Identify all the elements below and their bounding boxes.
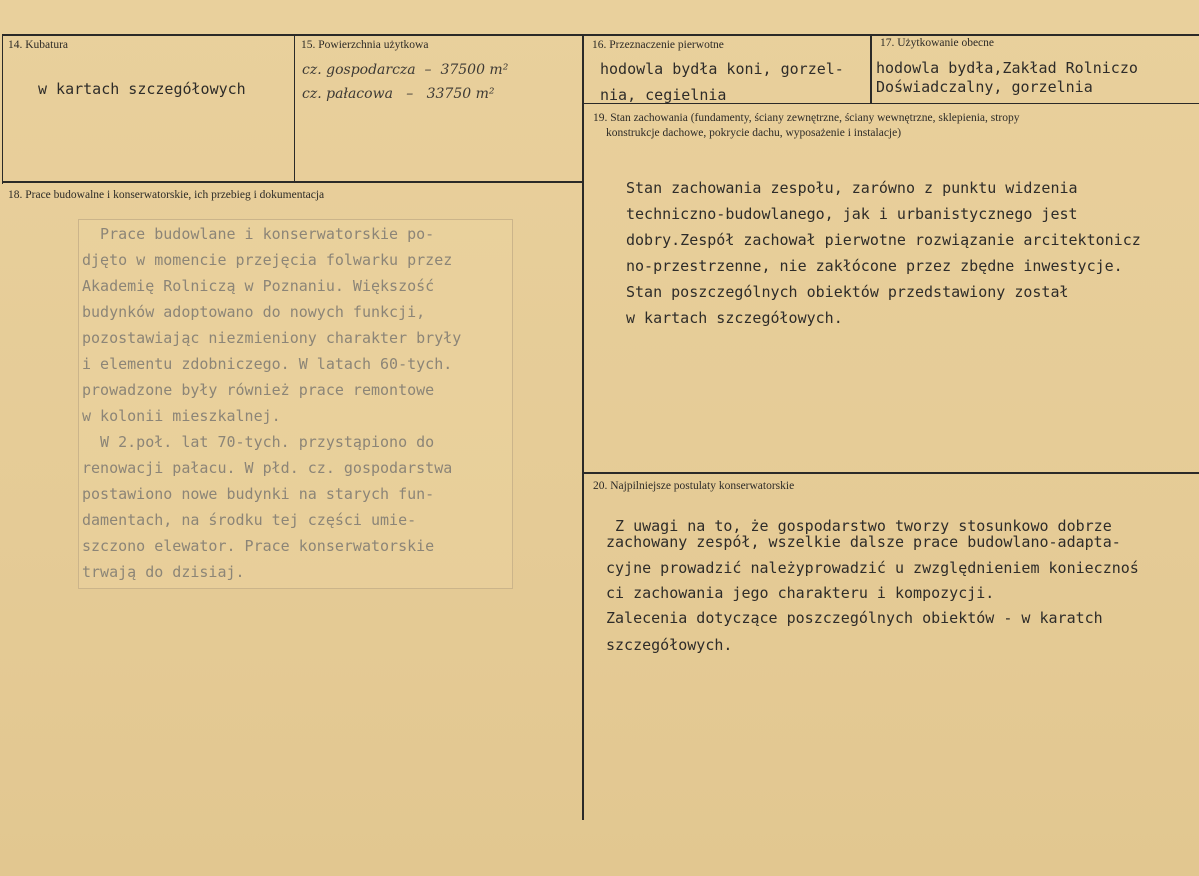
field-17-line-1: hodowla bydła,Zakład Rolniczo: [876, 59, 1138, 77]
field-17-header: 17. Użytkowanie obecne: [880, 37, 995, 49]
field-18-line-13: szczono elewator. Prace konserwatorskie: [82, 537, 435, 555]
field-18-line-3: Akademię Rolniczą w Poznaniu. Większość: [82, 277, 435, 295]
field-20-line-2: zachowany zespół, wszelkie dalsze prace budowlano-adapta-: [606, 533, 1121, 551]
field-16-line-1: hodowla bydła koni, gorzel-: [600, 60, 844, 78]
field-20-line-1: Z uwagi na to, że gospodarstwo tworzy stosunkowo dobrze: [606, 517, 1112, 535]
field-18-line-14: trwają do dzisiaj.: [82, 563, 245, 581]
field-19-header-line-1: 19. Stan zachowania (fundamenty, ściany zewnętrzne, ściany wewnętrzne, sklepienia, stropy: [593, 112, 1020, 124]
field-15-header: 15. Powierzchnia użytkowa: [301, 39, 429, 51]
field-15-line-2: cz. pałacowa – 33750 m²: [302, 86, 495, 102]
field-18-line-4: budynków adoptowano do nowych funkcji,: [82, 303, 426, 321]
divider-16-17: [870, 34, 872, 104]
field-20-line-4: ci zachowania jego charakteru i kompozycji.: [606, 584, 995, 602]
field-19-header-line-2: konstrukcje dachowe, pokrycie dachu, wyposażenie i instalacje): [606, 127, 902, 139]
field-14-header: 14. Kubatura: [8, 39, 69, 51]
field-18-line-11: postawiono nowe budynki na starych fun-: [82, 485, 435, 503]
field-18-line-9: W 2.poł. lat 70-tych. przystąpiono do: [82, 433, 435, 451]
field-19-line-6: w kartach szczegółowych.: [626, 309, 843, 327]
field-14-value: w kartach szczegółowych: [38, 80, 246, 98]
field-16-header: 16. Przeznaczenie pierwotne: [592, 39, 724, 51]
divider-14-15: [294, 34, 295, 181]
field-19-line-4: no-przestrzenne, nie zakłócone przez zbędne inwestycje.: [626, 257, 1123, 275]
field-19-line-2: techniczno-budowlanego, jak i urbanistycznego jest: [626, 205, 1078, 223]
rule-above-20: [583, 472, 1199, 474]
field-18-line-8: w kolonii mieszkalnej.: [82, 407, 281, 425]
divider-main-vertical: [582, 34, 584, 820]
left-border: [2, 34, 3, 184]
field-18-header: 18. Prace budowalne i konserwatorskie, ich przebieg i dokumentacja: [8, 189, 325, 201]
field-19-line-3: dobry.Zespół zachował pierwotne rozwiązanie arcitektonicz: [626, 231, 1141, 249]
field-16-line-2: nia, cegielnia: [600, 86, 727, 104]
field-18-line-12: damentach, na środku tej części umie-: [82, 511, 417, 529]
field-15-line-1: cz. gospodarcza – 37500 m²: [302, 62, 509, 78]
field-18-line-2: djęto w momencie przejęcia folwarku przez: [82, 251, 453, 269]
rule-below-14-15: [2, 181, 583, 183]
field-18-line-6: i elementu zdobniczego. W latach 60-tych.: [82, 355, 453, 373]
top-border: [2, 34, 1199, 36]
field-19-line-1: Stan zachowania zespołu, zarówno z punktu widzenia: [626, 179, 1078, 197]
field-17-line-2: Doświadczalny, gorzelnia: [876, 78, 1093, 96]
field-18-line-1: Prace budowlane i konserwatorskie po-: [82, 225, 435, 243]
field-18-line-7: prowadzone były również prace remontowe: [82, 381, 435, 399]
field-20-header: 20. Najpilniejsze postulaty konserwatorskie: [593, 480, 795, 492]
field-20-line-5: Zalecenia dotyczące poszczególnych obiektów - w karatch: [606, 609, 1103, 627]
field-19-line-5: Stan poszczególnych obiektów przedstawiony został: [626, 283, 1069, 301]
field-18-line-10: renowacji pałacu. W płd. cz. gospodarstwa: [82, 459, 453, 477]
field-18-line-5: pozostawiając niezmieniony charakter bryły: [82, 329, 462, 347]
field-20-line-6: szczegółowych.: [606, 636, 733, 654]
field-20-line-3: cyjne prowadzić należyprowadzić u zwzględnieniem koniecznoś: [606, 559, 1139, 577]
